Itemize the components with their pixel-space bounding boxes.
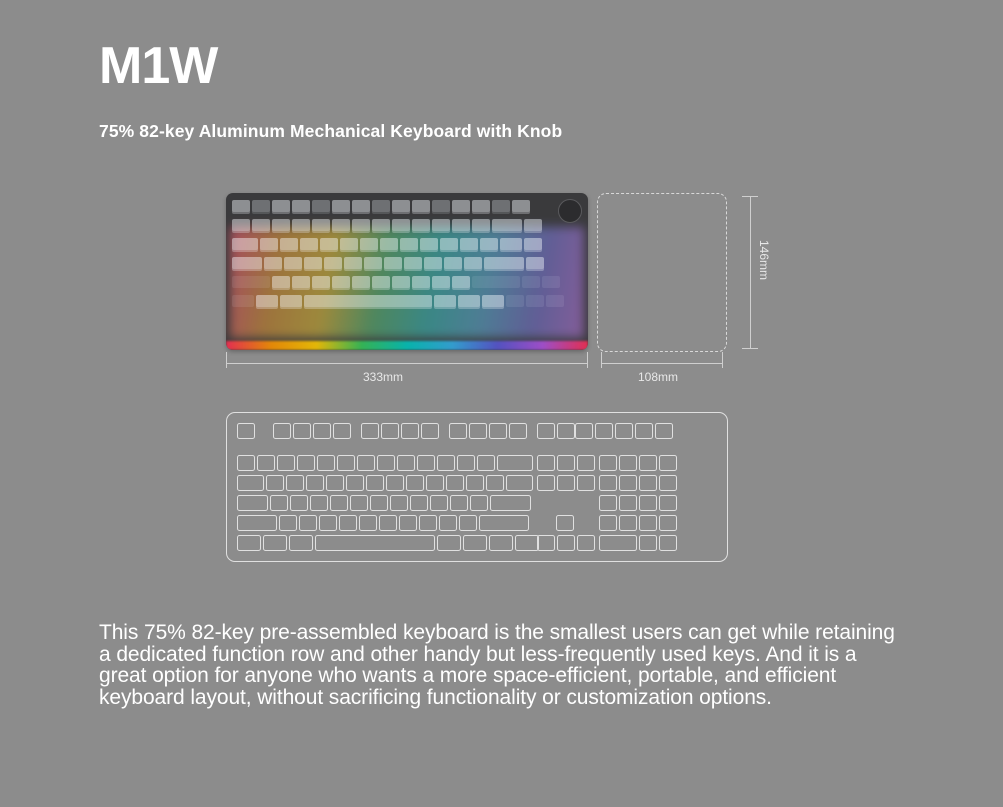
schematic-key (459, 515, 477, 531)
schematic-key (381, 423, 399, 439)
schematic-key (290, 495, 308, 511)
schematic-key (577, 535, 595, 551)
schematic-key (297, 455, 315, 471)
keyboard-photo (226, 193, 588, 350)
schematic-key (619, 515, 637, 531)
keycap-row (232, 219, 542, 233)
keycap (412, 200, 430, 214)
keycap (344, 257, 362, 271)
keycap (424, 257, 442, 271)
keycap (452, 200, 470, 214)
keycap (232, 200, 250, 214)
dim-label-accessory-width: 108mm (638, 370, 679, 384)
schematic-key (469, 423, 487, 439)
keycap (280, 295, 302, 309)
keycap (412, 219, 430, 233)
dim-tick-right-333 (587, 352, 588, 368)
keycap (292, 276, 310, 290)
schematic-key (537, 423, 555, 439)
schematic-key (237, 423, 255, 439)
schematic-key (237, 515, 277, 531)
keycap (404, 257, 422, 271)
keycap (472, 200, 490, 214)
page-title: M1W (99, 37, 218, 95)
schematic-key (237, 535, 261, 551)
schematic-key (337, 455, 355, 471)
schematic-key (575, 423, 593, 439)
keyboard-keycaps (232, 200, 582, 342)
keycap (232, 295, 254, 309)
schematic-key (639, 515, 657, 531)
keycap (392, 200, 410, 214)
keycap (264, 257, 282, 271)
schematic-key (595, 423, 613, 439)
schematic-key (557, 423, 575, 439)
keycap (480, 238, 498, 252)
keycap (300, 238, 318, 252)
schematic-key (293, 423, 311, 439)
schematic-key (346, 475, 364, 491)
keycap (252, 200, 270, 214)
keycap (284, 257, 302, 271)
keycap (526, 257, 544, 271)
keycap (452, 219, 470, 233)
accessory-outline (597, 193, 727, 352)
keycap (304, 295, 432, 309)
keycap (400, 238, 418, 252)
keycap (312, 276, 330, 290)
schematic-key (263, 535, 287, 551)
schematic-key (270, 495, 288, 511)
schematic-key (489, 423, 507, 439)
schematic-key (437, 455, 455, 471)
keycap (332, 219, 350, 233)
keycap (384, 257, 402, 271)
schematic-key (277, 455, 295, 471)
keycap (522, 276, 540, 290)
schematic-key (430, 495, 448, 511)
schematic-key (361, 423, 379, 439)
keycap (372, 219, 390, 233)
keycap (372, 276, 390, 290)
keycap-row (232, 295, 564, 309)
schematic-key (446, 475, 464, 491)
schematic-key (237, 475, 264, 491)
schematic-key (377, 455, 395, 471)
page-subtitle: 75% 82-key Aluminum Mechanical Keyboard with Knob (99, 121, 563, 141)
keycap (472, 276, 520, 290)
dim-label-width: 333mm (363, 370, 404, 384)
schematic-key (315, 535, 435, 551)
dim-tick-bottom-146 (742, 348, 758, 349)
keycap (324, 257, 342, 271)
schematic-key (306, 475, 324, 491)
schematic-key (359, 515, 377, 531)
schematic-key (237, 455, 255, 471)
keycap (280, 238, 298, 252)
keycap (464, 257, 482, 271)
keycap (452, 276, 470, 290)
schematic-key (619, 475, 637, 491)
schematic-key (537, 475, 555, 491)
schematic-key (639, 535, 657, 551)
keycap (292, 219, 310, 233)
schematic-key (330, 495, 348, 511)
keycap (434, 295, 456, 309)
schematic-key (286, 475, 304, 491)
keycap (420, 238, 438, 252)
schematic-key (639, 455, 657, 471)
keycap (460, 238, 478, 252)
schematic-key (401, 423, 419, 439)
schematic-key (426, 475, 444, 491)
schematic-key (421, 423, 439, 439)
keycap (352, 276, 370, 290)
dim-tick-right-108 (722, 352, 723, 368)
schematic-key (655, 423, 673, 439)
schematic-key (439, 515, 457, 531)
schematic-key (557, 455, 575, 471)
dim-tick-left-333 (226, 352, 227, 368)
description-paragraph: This 75% 82-key pre-assembled keyboard is the smallest users can get while retaining a dedicated function row and other handy but less-frequently used keys. And it is a great option for anyone who wants a more space-efficient, portable, and efficient keyboard layout, without sacrificing functionality or customization options. (99, 621, 895, 709)
keycap (304, 257, 322, 271)
schematic-key (557, 475, 575, 491)
schematic-key (273, 423, 291, 439)
schematic-key (419, 515, 437, 531)
dim-line-146 (750, 196, 751, 348)
keycap (272, 200, 290, 214)
schematic-key (466, 475, 484, 491)
schematic-key (339, 515, 357, 531)
dim-tick-left-108 (601, 352, 602, 368)
schematic-key (659, 455, 677, 471)
keycap (320, 238, 338, 252)
keycap (372, 200, 390, 214)
keycap (546, 295, 564, 309)
schematic-key (313, 423, 331, 439)
schematic-key (333, 423, 351, 439)
schematic-key (399, 515, 417, 531)
schematic-key (486, 475, 504, 491)
schematic-key (497, 455, 533, 471)
keyboard-layout-schematic (226, 412, 728, 562)
keycap (500, 238, 522, 252)
keycap (432, 276, 450, 290)
keycap (392, 276, 410, 290)
schematic-key (310, 495, 328, 511)
schematic-key (457, 455, 475, 471)
schematic-key (479, 515, 529, 531)
schematic-key (577, 455, 595, 471)
schematic-key (410, 495, 428, 511)
schematic-key (639, 495, 657, 511)
schematic-key (326, 475, 344, 491)
schematic-key (449, 423, 467, 439)
schematic-key (397, 455, 415, 471)
volume-knob-icon (558, 199, 582, 223)
schematic-key (659, 475, 677, 491)
schematic-key (470, 495, 488, 511)
keycap (482, 295, 504, 309)
schematic-key (537, 535, 555, 551)
keycap (444, 257, 462, 271)
schematic-key (357, 455, 375, 471)
keycap (232, 257, 262, 271)
schematic-key (506, 475, 533, 491)
schematic-key (599, 455, 617, 471)
schematic-key (659, 515, 677, 531)
keycap (312, 219, 330, 233)
keycap (524, 238, 542, 252)
schematic-key (257, 455, 275, 471)
schematic-key (619, 455, 637, 471)
schematic-key (299, 515, 317, 531)
keycap (332, 276, 350, 290)
schematic-key (599, 495, 617, 511)
keycap (352, 200, 370, 214)
schematic-key (489, 535, 513, 551)
keycap (458, 295, 480, 309)
keycap (380, 238, 398, 252)
schematic-key (477, 455, 495, 471)
schematic-key (490, 495, 531, 511)
schematic-key (370, 495, 388, 511)
keycap (272, 276, 290, 290)
schematic-key (599, 535, 637, 551)
keycap (256, 295, 278, 309)
schematic-key (537, 455, 555, 471)
keycap (440, 238, 458, 252)
schematic-key (390, 495, 408, 511)
schematic-key (599, 475, 617, 491)
keycap (512, 200, 530, 214)
keycap (292, 200, 310, 214)
keycap (260, 238, 278, 252)
schematic-key (639, 475, 657, 491)
schematic-key (556, 515, 574, 531)
keycap (272, 219, 290, 233)
schematic-key (379, 515, 397, 531)
schematic-key (350, 495, 368, 511)
keycap (526, 295, 544, 309)
keycap (484, 257, 524, 271)
dim-line-108 (601, 363, 723, 364)
schematic-key (450, 495, 468, 511)
dim-line-333 (226, 363, 588, 364)
schematic-key (279, 515, 297, 531)
schematic-key (619, 495, 637, 511)
keycap (352, 219, 370, 233)
schematic-key (319, 515, 337, 531)
schematic-key (659, 535, 677, 551)
keycap (506, 295, 524, 309)
rgb-underglow-strip (226, 341, 588, 350)
schematic-key (317, 455, 335, 471)
schematic-key (289, 535, 313, 551)
keycap (492, 200, 510, 214)
keycap-row (232, 238, 542, 252)
schematic-key (509, 423, 527, 439)
schematic-key (366, 475, 384, 491)
keycap (392, 219, 410, 233)
keycap (492, 219, 522, 233)
keycap-row (232, 257, 544, 271)
keycap (232, 219, 250, 233)
keycap (332, 200, 350, 214)
keycap-row (232, 200, 530, 214)
schematic-key (266, 475, 284, 491)
keycap (360, 238, 378, 252)
keycap (364, 257, 382, 271)
keycap-row (232, 276, 560, 290)
schematic-key (577, 475, 595, 491)
schematic-key (237, 495, 268, 511)
schematic-key (515, 535, 539, 551)
schematic-key (557, 535, 575, 551)
schematic-key (406, 475, 424, 491)
keycap (472, 219, 490, 233)
schematic-key (635, 423, 653, 439)
keycap (542, 276, 560, 290)
keycap (340, 238, 358, 252)
schematic-key (599, 515, 617, 531)
keycap (432, 200, 450, 214)
keycap (232, 276, 270, 290)
schematic-key (659, 495, 677, 511)
keycap (432, 219, 450, 233)
schematic-key (463, 535, 487, 551)
dim-label-depth: 146mm (757, 240, 771, 281)
schematic-key (417, 455, 435, 471)
keycap (312, 200, 330, 214)
keycap (524, 219, 542, 233)
schematic-key (386, 475, 404, 491)
schematic-key (615, 423, 633, 439)
keycap (232, 238, 258, 252)
keycap (412, 276, 430, 290)
schematic-key (437, 535, 461, 551)
keycap (252, 219, 270, 233)
